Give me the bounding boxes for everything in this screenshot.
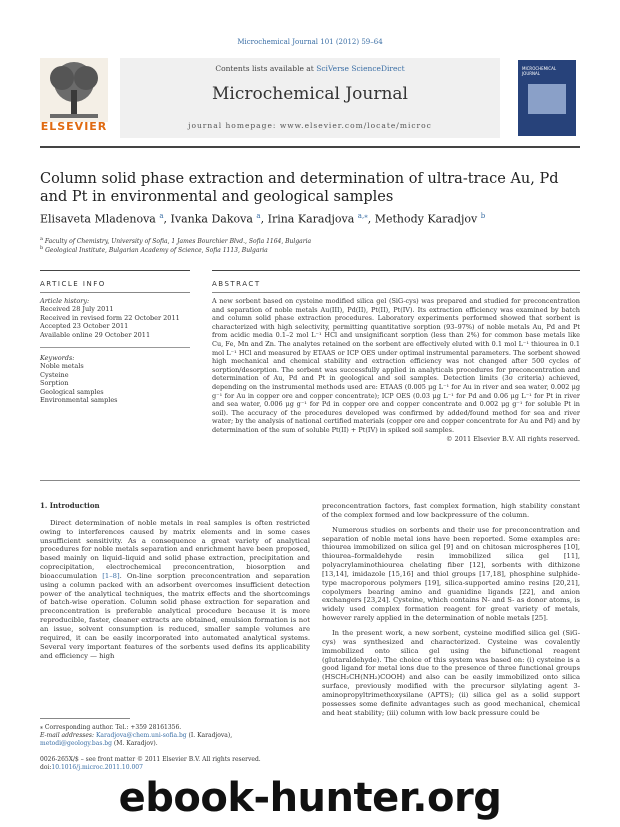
paragraph-text: Direct determination of noble metals in real samples is often restricted owing to interferences caused by matrix elements and in some cases unsufficient sensitivity. As a consequence a great variety of analytical procedures for noble metals separation and enrichment have been proposed, based mainly on liquid–liquid and solid phase extraction, precipitation and coprecipitation, electrochemical preconcentration, biosorption and bioaccumulation [40, 518, 310, 580]
doi-label: doi: [40, 764, 52, 771]
affiliation-text: Faculty of Chemistry, University of Sofia, 1 James Bourchier Blvd., Sofia 1164, Bulgaria [44, 238, 312, 245]
footnote-corresponding: ⁎ Corresponding author. Tel.: +359 28161356. [40, 724, 182, 731]
copyright: © 2011 Elsevier B.V. All rights reserved. [446, 434, 580, 443]
abstract-subrule [212, 292, 580, 293]
abstract-rule [212, 270, 580, 271]
author-list: Elisaveta Mladenova $^a$, Ivanka Dakova $^a$, Irina Karadjova $^{a,⁎}$, Methody Karadjov $^b$ [40, 212, 486, 226]
doi-line [40, 764, 310, 772]
paragraph: In the present work, a new sorbent, cysteine modified silica gel (SiG-cys) was synthesized and characterized. Cysteine was covalently immobilized onto silica gel using the bifunctional reagent (glutaraldehyde). The choice of this system was based on: (i) cysteine is a good ligand for metal ions due to the presence of three functional groups (HSCH₂CH(NH₂)COOH) and also can be easily immobilized onto silica surface, previously modified with the precursor silylating agent 3-aminopropyltrimethoxysilane (APTS); (ii) silica gel as a solid support possesses some definite advantages such as good mechanical, chemical and heat stability; (iii) column with low back pressure could be [322, 628, 580, 717]
journal-banner [120, 58, 500, 138]
affiliation-sup: b [40, 245, 44, 251]
cover-title: MICROCHEMICAL JOURNAL [522, 66, 557, 76]
journal-cover-image[interactable] [518, 60, 576, 136]
author-name[interactable]: Methody Karadjov [374, 212, 478, 226]
publisher-logo-text: ELSEVIER [40, 120, 108, 133]
history-item: Accepted 23 October 2011 [40, 322, 129, 331]
keyword: Cysteine [40, 370, 69, 379]
email-link[interactable]: metodi@geology.bas.bg [40, 740, 112, 747]
info-subrule [40, 292, 190, 293]
email-label: E-mail addresses: [40, 732, 96, 739]
keyword: Geological samples [40, 387, 104, 396]
abstract [212, 297, 580, 443]
author-name[interactable]: Irina Karadjova [267, 212, 355, 226]
contents-prefix: Contents lists available at [215, 64, 317, 73]
paragraph [40, 519, 310, 661]
footnote-emails [40, 732, 310, 740]
paragraph: preconcentration factors, fast complex formation, high stability constant of the complex formed and low backpressure of the column. [322, 502, 580, 519]
email-owner: (I. Karadjova), [186, 732, 233, 739]
elsevier-tree-icon [40, 58, 108, 122]
section-heading: 1. Introduction [40, 501, 100, 510]
paragraph: Numerous studies on sorbents and their use for preconcentration and separation of noble metal ions have been reported. Some examples are: thiourea immobilized on silica gel [9] and on chitosan microspheres [10], thiourea–formaldehyde resin immobilized silica gel [11], polyacrylaminothiourea chelating fiber [12], sorbents with dithizone [13,14], imidazole [15,16] and thiol groups [17,18], phosphine sulphide-type macroporous polymers [19], silica-supported amino resins [20,21], copolymers bearing amino and guanidine ligands [22], and anion exchangers [23,24]. Cysteine, which contains N- and S- as donor atoms, is widely used complex formation reagent for great variety of metals, however rarely applied in the determination of noble metals [25]. [322, 525, 580, 623]
email-link[interactable]: Karadjova@chem.uni-sofia.bg [95, 732, 187, 739]
abstract-text: A new sorbent based on cysteine modified silica gel (SiG-cys) was prepared and studied for preconcentration and separation of noble metals Au(III), Pd(II), Pt(II), Pt(IV). Its extraction efficiency was examined by batch and column solid phase extraction procedures. Laboratory experiments performed showed that sorbent is characterized with high selectivity, permitting quantitative sorption (93–97%) of noble metals Au, Pd and Pt from acidic media 0.1–2 mol L⁻¹ HCl and unsignificant sorption (less than 2%) for common base metals like Cu, Fe, Mn and Zn. The analytes retained on the sorbent are effectively eluted with 0.1 mol L⁻¹ thiourea in 0.1 mol L⁻¹ HCl and measured by ETAAS or ICP OES under optimal instrumental parameters. The sorbent showed high mechanical and chemical stability and extraction efficiency was not changed after 500 cycles of sorption/desorption. The sorbent was successfully applied in analyticals procedures for preconcentration and determination of Au, Pd and Pt in geological and soil samples. Detection limits (3σ criteria) achieved, depending on the instrumental methods used are: ETAAS (0.005 μg L⁻¹ for Au in river and sea water, 0.002 μg g⁻¹ for Au in copper ore and copper concentrate); ICP OES (0.03 μg L⁻¹ for Pd and 0.06 μg L⁻¹ for Pt in river and sea water, 0.006 μg g⁻¹ for Pd in copper ore and copper concentrate and 0.002 μg g⁻¹ for soluble Pt in soil). The accuracy of the procedures developed was confirmed by added/found method for sea and river water; by the analysis of national certified materials (copper ore and copper concentrate for Au and Pd) and by determination of the sum of soluble Pt(II) + Pt(IV) in spiked soil samples. [212, 297, 580, 434]
email-owner: (M. Karadjov). [112, 740, 158, 747]
homepage-url[interactable]: www.elsevier.com/locate/microc [279, 121, 432, 130]
article-title: Column solid phase extraction and determination of ultra-trace Au, Pd and Pt in environmental and geological samples [40, 171, 559, 205]
cover-illustration [528, 84, 566, 114]
author-sup[interactable]: a [159, 212, 164, 220]
doi-link[interactable]: 10.1016/j.microc.2011.10.007 [51, 764, 143, 771]
homepage-prefix: journal homepage: [188, 121, 280, 130]
history-item: Received 28 July 2011 [40, 305, 114, 314]
contents-line [120, 64, 500, 73]
footnote-rule [40, 718, 130, 719]
author-sup[interactable]: a,⁎ [357, 212, 368, 220]
article-info [40, 297, 190, 404]
history-label: Article history: [40, 297, 90, 305]
affiliation-sup: a [40, 236, 43, 242]
footnote-emails-2 [40, 740, 310, 748]
journal-name: Microchemical Journal [212, 84, 408, 104]
author-name[interactable]: Ivanka Dakova [170, 212, 253, 226]
author-sup[interactable]: a [256, 212, 261, 220]
history-item: Received in revised form 22 October 2011 [40, 313, 180, 322]
abstract-heading: ABSTRACT [212, 280, 261, 288]
info-divider [40, 347, 190, 348]
keyword: Noble metals [40, 362, 84, 371]
elsevier-logo[interactable] [40, 58, 108, 136]
masthead-divider [40, 146, 580, 148]
history-item: Available online 29 October 2011 [40, 330, 151, 339]
affiliation [40, 245, 580, 254]
article-info-heading: ARTICLE INFO [40, 280, 106, 288]
author-sup[interactable]: b [480, 212, 486, 220]
keyword: Sorption [40, 379, 69, 388]
journal-homepage[interactable] [120, 121, 500, 130]
keyword: Environmental samples [40, 396, 118, 405]
sciencedirect-link[interactable]: SciVerse ScienceDirect [316, 64, 405, 73]
body-left-column [40, 502, 310, 666]
affiliation-text: Geological Institute, Bulgarian Academy of Science, Sofia 1113, Bulgaria [45, 247, 268, 254]
watermark-text: ebook-hunter.org [118, 775, 502, 821]
paragraph-text: . On-line sorption preconcentration and separation using a column packed with an adsorbent overcomes insufficient detection power of the analytical techniques, the matrix effects and the shortcomings of batch-wise operation. Column solid phase extraction for separation and preconcentration is preferable analytical procedure because it is more reproducible, faster, cleaner extracts are obtained, emulsion formation is not an issue, solvent consumption is reduced, smaller sample volumes are required, it can be easily incorporated into automated analytical systems. Several very important features of the sorbents used defins its applicability and efficiency — high [40, 571, 310, 660]
abstract-end-rule [40, 480, 580, 481]
author-name[interactable]: Elisaveta Mladenova [40, 212, 156, 226]
body-right-column [322, 502, 580, 723]
issn-line: 0026-265X/$ – see front matter © 2011 Elsevier B.V. All rights reserved. [40, 756, 261, 763]
affiliation [40, 236, 580, 245]
reference-link[interactable]: [1–8] [102, 571, 120, 580]
info-rule [40, 270, 190, 271]
journal-masthead [40, 58, 580, 143]
journal-citation[interactable]: Microchemical Journal 101 (2012) 59–64 [237, 38, 383, 46]
keywords-label: Keywords: [40, 354, 75, 363]
